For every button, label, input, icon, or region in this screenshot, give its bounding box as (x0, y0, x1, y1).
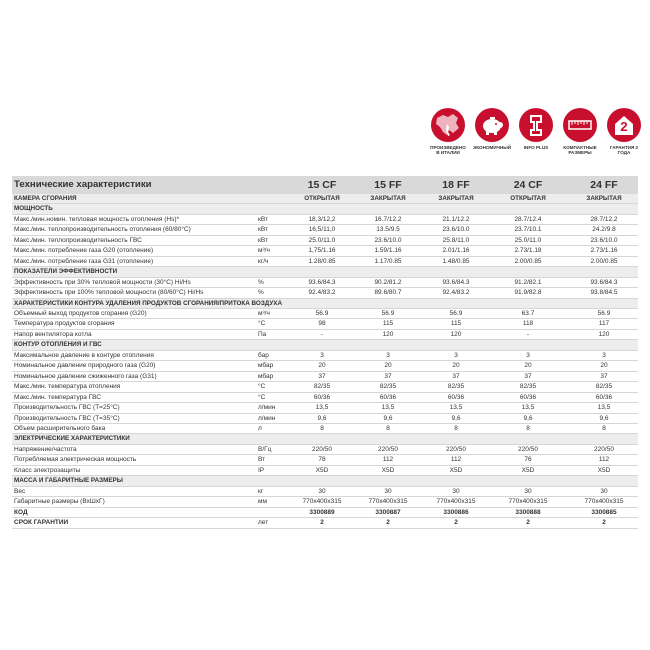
row-label: КОНТУР ОТОПЛЕНИЯ И ГВС (14, 341, 102, 349)
warranty-number: 2 (620, 119, 628, 134)
cell-value: 24.2/9.8 (592, 226, 616, 234)
row-unit: Вт (258, 456, 266, 464)
cell-value: 92.4/83.2 (308, 289, 336, 297)
row-unit: °C (258, 320, 266, 328)
row-label: Класс электрозащиты (14, 466, 81, 474)
row-unit: % (258, 289, 264, 297)
cell-value: 112 (598, 456, 610, 464)
table-row (12, 497, 638, 507)
row-unit: мбар (258, 362, 274, 370)
cell-value: 2.73/1.18 (514, 247, 542, 255)
spec-rows (12, 194, 638, 529)
cell-value: 30 (318, 487, 326, 495)
row-unit: м³/ч (258, 309, 270, 317)
table-row (12, 278, 638, 288)
cell-value: 2.00/0.85 (590, 257, 618, 265)
cell-value: 13,5 (315, 404, 329, 412)
cell-value: 91.2/82.1 (514, 278, 542, 286)
table-header (12, 176, 638, 194)
cell-value: 3 (602, 351, 606, 359)
table-row (12, 225, 638, 235)
cell-value: 3 (454, 351, 458, 359)
cell-value: ОТКРЫТАЯ (510, 195, 546, 202)
cell-value: 120 (598, 330, 610, 338)
cell-value: 82/35 (519, 383, 537, 391)
cell-value: 13,5 (521, 404, 535, 412)
cell-value: 9,6 (383, 414, 393, 422)
cell-value: 37 (452, 372, 460, 380)
cell-value: X5D (381, 466, 395, 474)
table-row (12, 288, 638, 298)
section-row (12, 340, 638, 350)
cell-value: 56.9 (597, 309, 611, 317)
row-label: Эффективность при 100% тепловой мощности (80/60°C) Hi/Hs (14, 289, 204, 297)
row-unit: бар (258, 351, 269, 359)
cell-value: 112 (382, 456, 394, 464)
table-row (12, 330, 638, 340)
cell-value: 9,6 (599, 414, 609, 422)
cell-value: X5D (315, 466, 329, 474)
row-label: Вес (14, 487, 26, 495)
cell-value: 1.48/0.85 (442, 257, 470, 265)
row-unit: °C (258, 383, 266, 391)
cell-value: 1.28/0.85 (308, 257, 336, 265)
table-row (12, 455, 638, 465)
model-header: 15 CF (307, 179, 337, 191)
cell-value: 120 (450, 330, 462, 338)
row-label: Температура продуктов сгорания (14, 320, 115, 328)
cell-value: 23.7/10.1 (514, 226, 542, 234)
cell-value: 82/35 (447, 383, 465, 391)
row-unit: л/мин (258, 414, 276, 422)
cell-value: 20 (600, 362, 608, 370)
table-row (12, 215, 638, 225)
cell-value: 82/35 (379, 383, 397, 391)
table-row (12, 414, 638, 424)
row-label: КОД (14, 508, 28, 516)
table-row (12, 382, 638, 392)
cell-value: 37 (524, 372, 532, 380)
table-row (12, 508, 638, 518)
row-label: Производительность ГВС (T=25°C) (14, 404, 120, 412)
warranty-house-icon (607, 108, 641, 142)
cell-value: 63.7 (521, 309, 535, 317)
section-row (12, 434, 638, 444)
cell-value: 30 (600, 487, 608, 495)
cell-value: 93.6/84.3 (308, 278, 336, 286)
cell-value: 770x400x315 (436, 498, 476, 506)
cell-value: 770x400x315 (302, 498, 342, 506)
cell-value: 9,6 (523, 414, 533, 422)
row-label: Макс./мин. теплопроизводительность отопления (60/80°C) (14, 226, 191, 234)
cell-value: 220/50 (594, 445, 614, 453)
row-label: Макс./мин. температура ГВС (14, 393, 101, 401)
cell-value: 25.8/11.0 (442, 236, 470, 244)
cell-value: 28.7/12.2 (590, 215, 618, 223)
cell-value: - (526, 330, 530, 338)
table-title: Технические характеристики (14, 179, 152, 190)
badge-compact: КОМПАКТНЫЕ РАЗМЕРЫ (560, 108, 600, 155)
table-row (12, 309, 638, 319)
row-unit: % (258, 278, 264, 286)
row-label: ПОКАЗАТЕЛИ ЭФФЕКТИВНОСТИ (14, 268, 118, 276)
cell-value: 93.8/84.5 (590, 289, 618, 297)
cell-value: ЗАКРЫТАЯ (586, 195, 622, 202)
table-row (12, 424, 638, 434)
row-label: Объемный выход продуктов сгорания (G20) (14, 309, 147, 317)
cell-value: 220/50 (518, 445, 538, 453)
cell-value: 112 (450, 456, 462, 464)
row-label: Напряжение/частота (14, 445, 77, 453)
section-row (12, 476, 638, 486)
row-unit: кг/ч (258, 257, 269, 265)
row-label: Напор вентилятора котла (14, 330, 92, 338)
row-unit: IP (258, 466, 265, 474)
row-unit: Па (258, 330, 267, 338)
cell-value: 93.6/84.3 (442, 278, 470, 286)
europe-map-icon (431, 108, 465, 142)
row-unit: л/мин (258, 404, 276, 412)
row-label: Максимальное давление в контуре отопления (14, 351, 154, 359)
spec-table (12, 176, 638, 529)
row-label: Номинальное давление природного газа (G20) (14, 362, 156, 370)
cell-value: 8 (454, 424, 458, 432)
cell-value: 770x400x315 (508, 498, 548, 506)
cell-value: ЗАКРЫТАЯ (370, 195, 406, 202)
model-header: 15 FF (374, 179, 402, 191)
cell-value: 3 (526, 351, 530, 359)
row-label: Макс./мин.номин. тепловая мощность отопления (Hs)* (14, 215, 180, 223)
cell-value: 9,6 (451, 414, 461, 422)
row-label: МАССА И ГАБАРИТНЫЕ РАЗМЕРЫ (14, 477, 123, 485)
cell-value: 56.9 (381, 309, 395, 317)
cell-value: 56.9 (315, 309, 329, 317)
cell-value: 23.6/10.0 (442, 226, 470, 234)
section-row (12, 267, 638, 277)
cell-value: 91.9/82.8 (514, 289, 542, 297)
cell-value: 82/35 (595, 383, 613, 391)
cell-value: 93.6/84.3 (590, 278, 618, 286)
row-label: Макс./мин. потребление газа G31 (отопление) (14, 257, 154, 265)
cell-value: 770x400x315 (584, 498, 624, 506)
row-unit: В/Гц (258, 445, 272, 453)
row-unit: мбар (258, 372, 274, 380)
row-label: Эффективность при 30% тепловой мощности (30°C) Hi/Hs (14, 278, 191, 286)
cell-value: 115 (450, 320, 462, 328)
cell-value: 3300885 (591, 508, 617, 516)
model-header: 18 FF (442, 179, 470, 191)
model-header: 24 FF (590, 179, 618, 191)
cell-value: 60/36 (313, 393, 331, 401)
cell-value: 2.73/1.16 (590, 247, 618, 255)
cell-value: 2 (602, 519, 606, 527)
piggy-bank-icon (475, 108, 509, 142)
cell-value: 3300887 (375, 508, 401, 516)
cell-value: 1,75/1.16 (308, 247, 336, 255)
cell-value: 25.0/11.0 (308, 236, 336, 244)
row-label: МОЩНОСТЬ (14, 205, 53, 213)
cell-value: ЗАКРЫТАЯ (438, 195, 474, 202)
cell-value: 9,6 (317, 414, 327, 422)
row-label: ХАРАКТЕРИСТИКИ КОНТУРА УДАЛЕНИЯ ПРОДУКТОВ СГОРАНИЯ/ПРИТОКА ВОЗДУХА (14, 299, 283, 307)
table-row (12, 487, 638, 497)
cell-value: 16,5/11,0 (308, 226, 336, 234)
cell-value: 2.00/0.85 (514, 257, 542, 265)
row-unit: лет (258, 519, 269, 527)
table-row (12, 236, 638, 246)
model-header: 24 CF (513, 179, 543, 191)
row-unit: кг (258, 487, 264, 495)
table-row (12, 319, 638, 329)
row-label: Потребляемая электрическая мощность (14, 456, 137, 464)
ruler-icon (563, 108, 597, 142)
cell-value: 3300889 (309, 508, 335, 516)
cell-value: 30 (384, 487, 392, 495)
cell-value: 82/35 (313, 383, 331, 391)
row-label: Номинальное давление сжиженного газа (G31) (14, 372, 157, 380)
row-label: Габаритные размеры (ВхШхГ) (14, 498, 105, 506)
cell-value: 60/36 (519, 393, 537, 401)
badge-warranty: 2 ГАРАНТИЯ 2 ГОДА (604, 108, 644, 155)
cell-value: 220/50 (312, 445, 332, 453)
cell-value: 8 (386, 424, 390, 432)
cell-value: X5D (597, 466, 611, 474)
cell-value: 56.9 (449, 309, 463, 317)
cell-value: 21.1/12.2 (442, 215, 470, 223)
cell-value: 28.7/12.4 (514, 215, 542, 223)
cell-value: 3300888 (515, 508, 541, 516)
row-label: Объем расширительного бака (14, 424, 106, 432)
cell-value: 13.5/9.5 (376, 226, 400, 234)
cell-value: 8 (320, 424, 324, 432)
cell-value: 3 (386, 351, 390, 359)
table-row (12, 466, 638, 476)
row-unit: кВт (258, 226, 268, 234)
section-row (12, 299, 638, 309)
table-row (12, 361, 638, 371)
row-label: Макс./мин. теплопроизводительность ГВС (14, 236, 142, 244)
row-label: Макс./мин. температура отопления (14, 383, 121, 391)
row-unit: кВт (258, 215, 268, 223)
cell-value: 89.6/80.7 (374, 289, 402, 297)
table-row (12, 257, 638, 267)
cell-value: 2.01/1.16 (442, 247, 470, 255)
section-row (12, 194, 638, 204)
cell-value: 2 (454, 519, 458, 527)
cell-value: 37 (384, 372, 392, 380)
cell-value: 25.0/11.0 (514, 236, 542, 244)
cell-value: 220/50 (446, 445, 466, 453)
cell-value: 8 (526, 424, 530, 432)
cell-value: 20 (318, 362, 326, 370)
cell-value: 115 (382, 320, 394, 328)
cell-value: 60/36 (447, 393, 465, 401)
table-row (12, 246, 638, 256)
cell-value: 13,5 (597, 404, 611, 412)
feature-badges (428, 108, 644, 170)
cell-value: 117 (598, 320, 610, 328)
cell-value: ОТКРЫТАЯ (304, 195, 340, 202)
cell-value: 16.7/12.2 (374, 215, 402, 223)
cell-value: 1.17/0.85 (374, 257, 402, 265)
pipe-icon (519, 108, 553, 142)
cell-value: 20 (452, 362, 460, 370)
cell-value: - (320, 330, 324, 338)
row-unit: кВт (258, 236, 268, 244)
cell-value: 30 (524, 487, 532, 495)
cell-value: 20 (384, 362, 392, 370)
cell-value: 2 (526, 519, 530, 527)
badge-economy: ЭКОНОМИЧНЫЙ (472, 108, 512, 150)
cell-value: 13,5 (449, 404, 463, 412)
table-row (12, 445, 638, 455)
cell-value: 2 (320, 519, 324, 527)
cell-value: X5D (449, 466, 463, 474)
cell-value: 3 (320, 351, 324, 359)
cell-value: 78 (318, 456, 326, 464)
cell-value: 90.2/81.2 (374, 278, 402, 286)
cell-value: 18,3/12,2 (308, 215, 336, 223)
table-row (12, 351, 638, 361)
cell-value: 1.59/1.16 (374, 247, 402, 255)
cell-value: 37 (318, 372, 326, 380)
row-unit: м³/ч (258, 247, 270, 255)
cell-value: 120 (382, 330, 394, 338)
row-unit: мм (258, 498, 267, 506)
cell-value: 60/36 (379, 393, 397, 401)
row-label: СРОК ГАРАНТИИ (14, 519, 69, 527)
cell-value: 98 (318, 320, 326, 328)
cell-value: 92.4/83.2 (442, 289, 470, 297)
cell-value: 20 (524, 362, 532, 370)
cell-value: 23.6/10.0 (590, 236, 618, 244)
cell-value: 13,5 (381, 404, 395, 412)
cell-value: 220/50 (378, 445, 398, 453)
row-unit: л (258, 424, 262, 432)
row-label: Производительность ГВС (T=35°C) (14, 414, 120, 422)
row-label: Макс./мин. потребление газа G20 (отопление) (14, 247, 154, 255)
badge-info-plus: INFO PLUS (516, 108, 556, 150)
cell-value: 30 (452, 487, 460, 495)
cell-value: 8 (602, 424, 606, 432)
cell-value: 770x400x315 (368, 498, 408, 506)
row-unit: °C (258, 393, 266, 401)
row-label: ЭЛЕКТРИЧЕСКИЕ ХАРАКТЕРИСТИКИ (14, 435, 130, 443)
badge-made-in-italy: ПРОИЗВЕДЕНО В ИТАЛИИ (428, 108, 468, 155)
table-row (12, 518, 638, 528)
section-row (12, 204, 638, 214)
cell-value: 23.6/10.0 (374, 236, 402, 244)
cell-value: X5D (521, 466, 535, 474)
table-row (12, 393, 638, 403)
table-row (12, 403, 638, 413)
cell-value: 2 (386, 519, 390, 527)
row-label: КАМЕРА СГОРАНИЯ (14, 195, 77, 202)
cell-value: 76 (524, 456, 532, 464)
cell-value: 118 (522, 320, 534, 328)
cell-value: 37 (600, 372, 608, 380)
cell-value: 60/36 (595, 393, 613, 401)
table-row (12, 372, 638, 382)
cell-value: 3300886 (443, 508, 469, 516)
